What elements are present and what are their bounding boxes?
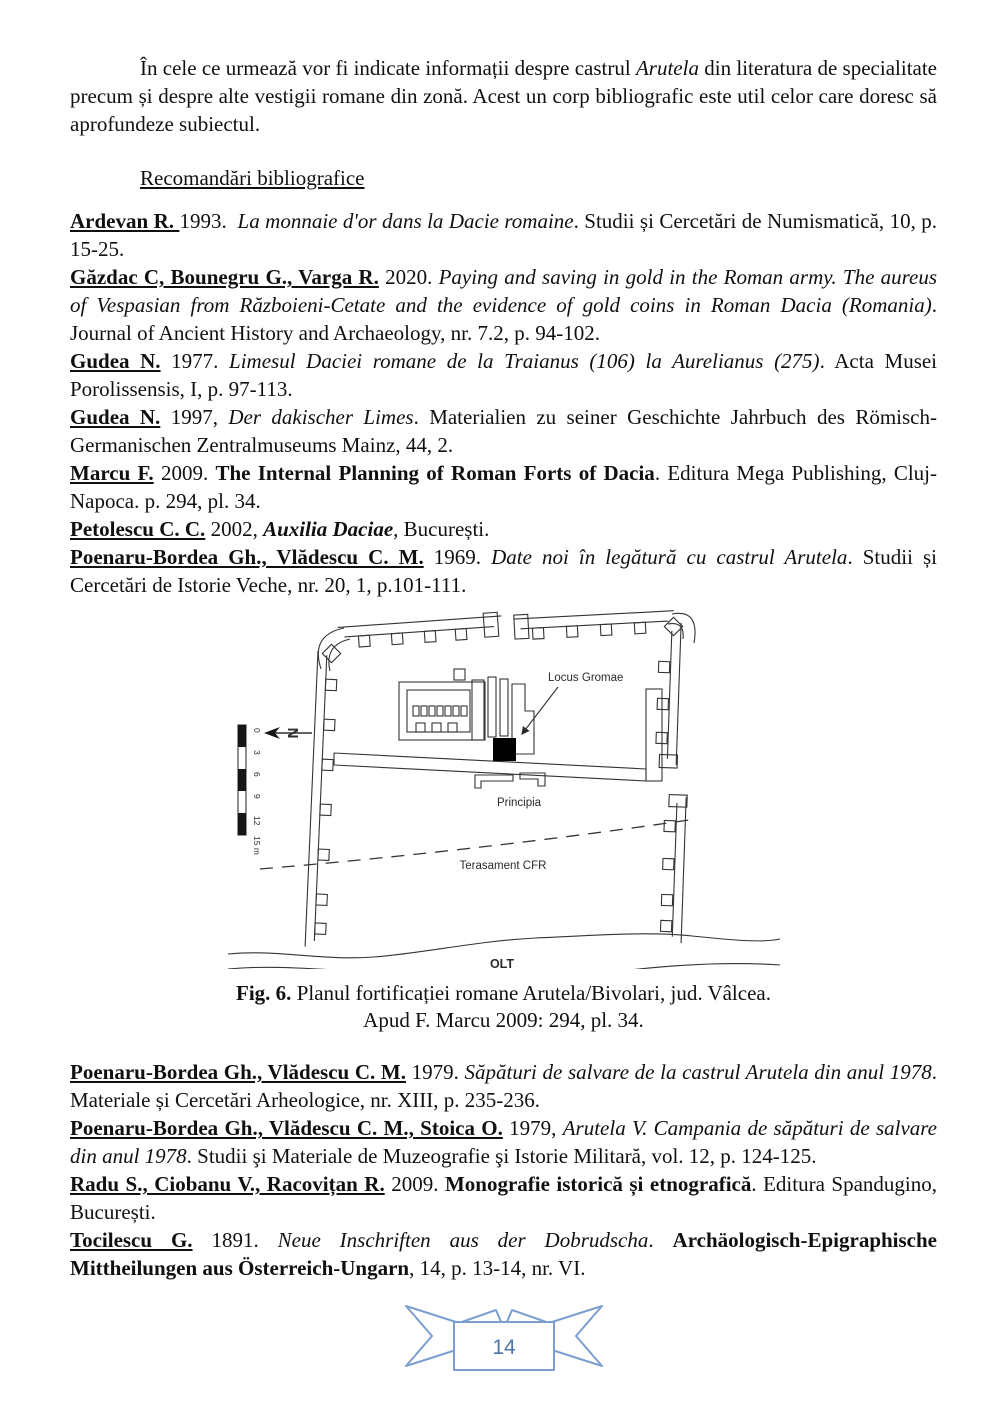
text-segment: În cele ce urmează vor fi indicate informații despre castrul bbox=[140, 56, 636, 80]
text-segment: 2020. bbox=[378, 265, 439, 289]
intro-paragraph bbox=[70, 54, 937, 138]
text-segment: 1891. bbox=[192, 1228, 278, 1252]
text-segment: Neue Inschriften aus der Dobrudscha bbox=[277, 1228, 649, 1252]
scale-bar bbox=[238, 725, 262, 855]
text-segment: . Editura Spandugino, București. bbox=[70, 1172, 937, 1224]
text-segment: 2002, bbox=[205, 517, 264, 541]
text-segment: 1997, bbox=[160, 405, 229, 429]
text-segment: . Studii și Cercetări de Istorie Veche, nr. 20, 1, p.101-111. bbox=[70, 545, 938, 597]
figure-caption-line2: Apud F. Marcu 2009: 294, pl. 34. bbox=[363, 1008, 644, 1032]
text-segment: Limesul Daciei romane de la Traianus (106) la Aurelianus (275) bbox=[229, 349, 820, 373]
text-segment: . Journal of Ancient History and Archaeology, nr. 7.2, p. 94-102. bbox=[70, 293, 937, 345]
text-segment: Arutela bbox=[635, 56, 699, 80]
text-segment: Poenaru-Bordea Gh., Vlădescu C. M., Stoica O. bbox=[70, 1116, 503, 1140]
text-segment: Poenaru-Bordea Gh., Vlădescu C. M. bbox=[70, 1060, 406, 1084]
north-label: N bbox=[283, 727, 301, 739]
text-segment: Arutela V. Campania de săpături de salvare din anul 1978 bbox=[70, 1116, 938, 1168]
text-segment: Tocilescu G. bbox=[70, 1228, 193, 1252]
bibliography-entry bbox=[70, 263, 937, 347]
scale-tick: 15 m bbox=[251, 836, 262, 855]
bibliography-entry bbox=[70, 1058, 937, 1114]
terasament-label: Terasament CFR bbox=[459, 860, 546, 872]
text-segment: , București. bbox=[393, 517, 490, 541]
scale-tick: 3 bbox=[251, 750, 262, 755]
olt-label: OLT bbox=[489, 957, 514, 969]
text-segment: . Materialien zu seiner Geschichte Jahrbuch des Römisch-Germanischen Zentralmuseums Mainz, 44, 2. bbox=[70, 405, 937, 457]
bibliography-entry bbox=[70, 459, 937, 515]
text-segment: , 14, p. 13-14, nr. VI. bbox=[409, 1256, 586, 1280]
text-segment: . Studii şi Materiale de Muzeografie şi Istorie Militară, vol. 12, p. 124-125. bbox=[186, 1144, 817, 1168]
text-segment: Radu S., Ciobanu V., Racovițan R. bbox=[70, 1172, 385, 1196]
text-segment: Săpături de salvare de la castrul Arutela din anul 1978 bbox=[464, 1060, 932, 1084]
locus-gromae-square bbox=[493, 738, 516, 761]
text-segment: Archäologisch-Epigraphische Mittheilungen aus Österreich-Ungarn bbox=[70, 1228, 937, 1280]
fort-walls bbox=[305, 607, 695, 947]
page-number-ribbon bbox=[398, 1298, 610, 1374]
principia-label: Principia bbox=[496, 797, 541, 809]
figure-caption bbox=[70, 980, 937, 1034]
bibliography-entry bbox=[70, 543, 937, 599]
text-segment: din literatura de specialitate precum și despre alte vestigii romane din zonă. Acest un corp bibliografic este util celor care doresc să aprofundeze subiectul. bbox=[70, 56, 938, 136]
bibliography-entry bbox=[70, 1170, 937, 1226]
locus-gromae-label: Locus Gromae bbox=[547, 672, 623, 684]
text-segment: . Studii și Cercetări de Numismatică, 10, p. 15-25. bbox=[70, 209, 938, 261]
text-segment: 1979, bbox=[502, 1116, 563, 1140]
north-arrow bbox=[264, 727, 312, 739]
bibliography-bottom bbox=[70, 1058, 937, 1282]
text-segment: 1977. bbox=[160, 349, 230, 373]
text-segment: . bbox=[648, 1228, 673, 1252]
text-segment: Petolescu C. C. bbox=[70, 517, 206, 541]
interior-building bbox=[399, 669, 485, 740]
text-segment: . Editura Mega Publishing, Cluj-Napoca. p. 294, pl. 34. bbox=[70, 461, 938, 513]
text-segment: Auxilia Daciae bbox=[263, 517, 394, 541]
section-heading-text: Recomandări bibliografice bbox=[140, 166, 365, 190]
bibliography-top bbox=[70, 207, 937, 599]
scale-tick: 0 bbox=[251, 728, 262, 733]
text-segment: 1993. bbox=[179, 209, 238, 233]
bibliography-entry bbox=[70, 1226, 937, 1282]
bibliography-entry bbox=[70, 347, 937, 403]
text-segment: 1969. bbox=[423, 545, 492, 569]
section-heading bbox=[70, 164, 937, 193]
main-road bbox=[334, 753, 646, 781]
text-segment: Poenaru-Bordea Gh., Vlădescu C. M. bbox=[70, 545, 424, 569]
figure-number: Fig. 6. bbox=[236, 981, 292, 1005]
bibliography-entry bbox=[70, 207, 937, 263]
bibliography-entry bbox=[70, 1114, 937, 1170]
bibliography-entry bbox=[70, 515, 937, 543]
text-segment: La monnaie d'or dans la Dacie romaine bbox=[237, 209, 574, 233]
scale-tick: 9 bbox=[251, 794, 262, 799]
fort-plan-figure bbox=[70, 607, 937, 1034]
ribbon-left-wing bbox=[406, 1306, 456, 1366]
text-segment: Gudea N. bbox=[70, 349, 161, 373]
scale-tick: 6 bbox=[251, 772, 262, 777]
text-segment: Paying and saving in gold in the Roman army. The aureus of Vespasian from Războieni-Cetate and the evidence of gold coins in Roman Dacia (Romania) bbox=[70, 265, 938, 317]
text-segment: The Internal Planning of Roman Forts of Dacia bbox=[215, 461, 655, 485]
text-segment: Date noi în legătură cu castrul Arutela bbox=[491, 545, 848, 569]
text-segment: 2009. bbox=[384, 1172, 445, 1196]
text-segment: Ardevan R. bbox=[70, 209, 180, 233]
text-segment: Monografie istorică și etnografică bbox=[444, 1172, 752, 1196]
page-number: 14 bbox=[491, 1336, 516, 1359]
text-segment: 2009. bbox=[153, 461, 216, 485]
figure-caption-line1: Fig. 6. Planul fortificației romane Arutela/Bivolari, jud. Vâlcea. bbox=[236, 981, 771, 1005]
text-segment: . Acta Musei Porolissensis, I, p. 97-113. bbox=[70, 349, 938, 401]
text-segment: Găzdac C, Bounegru G., Varga R. bbox=[70, 265, 379, 289]
text-segment: Marcu F. bbox=[70, 461, 154, 485]
text-segment: . Materiale și Cercetări Arheologice, nr. XIII, p. 235-236. bbox=[70, 1060, 937, 1112]
bibliography-entry bbox=[70, 403, 937, 459]
ribbon-right-wing bbox=[552, 1306, 602, 1366]
text-segment: Gudea N. bbox=[70, 405, 161, 429]
text-segment: 1979. bbox=[406, 1060, 465, 1084]
page-footer bbox=[70, 1298, 937, 1374]
fort-plan bbox=[226, 607, 782, 969]
scale-tick: 12 bbox=[251, 816, 262, 826]
text-segment: Der dakischer Limes bbox=[228, 405, 414, 429]
spacer bbox=[70, 1034, 937, 1058]
